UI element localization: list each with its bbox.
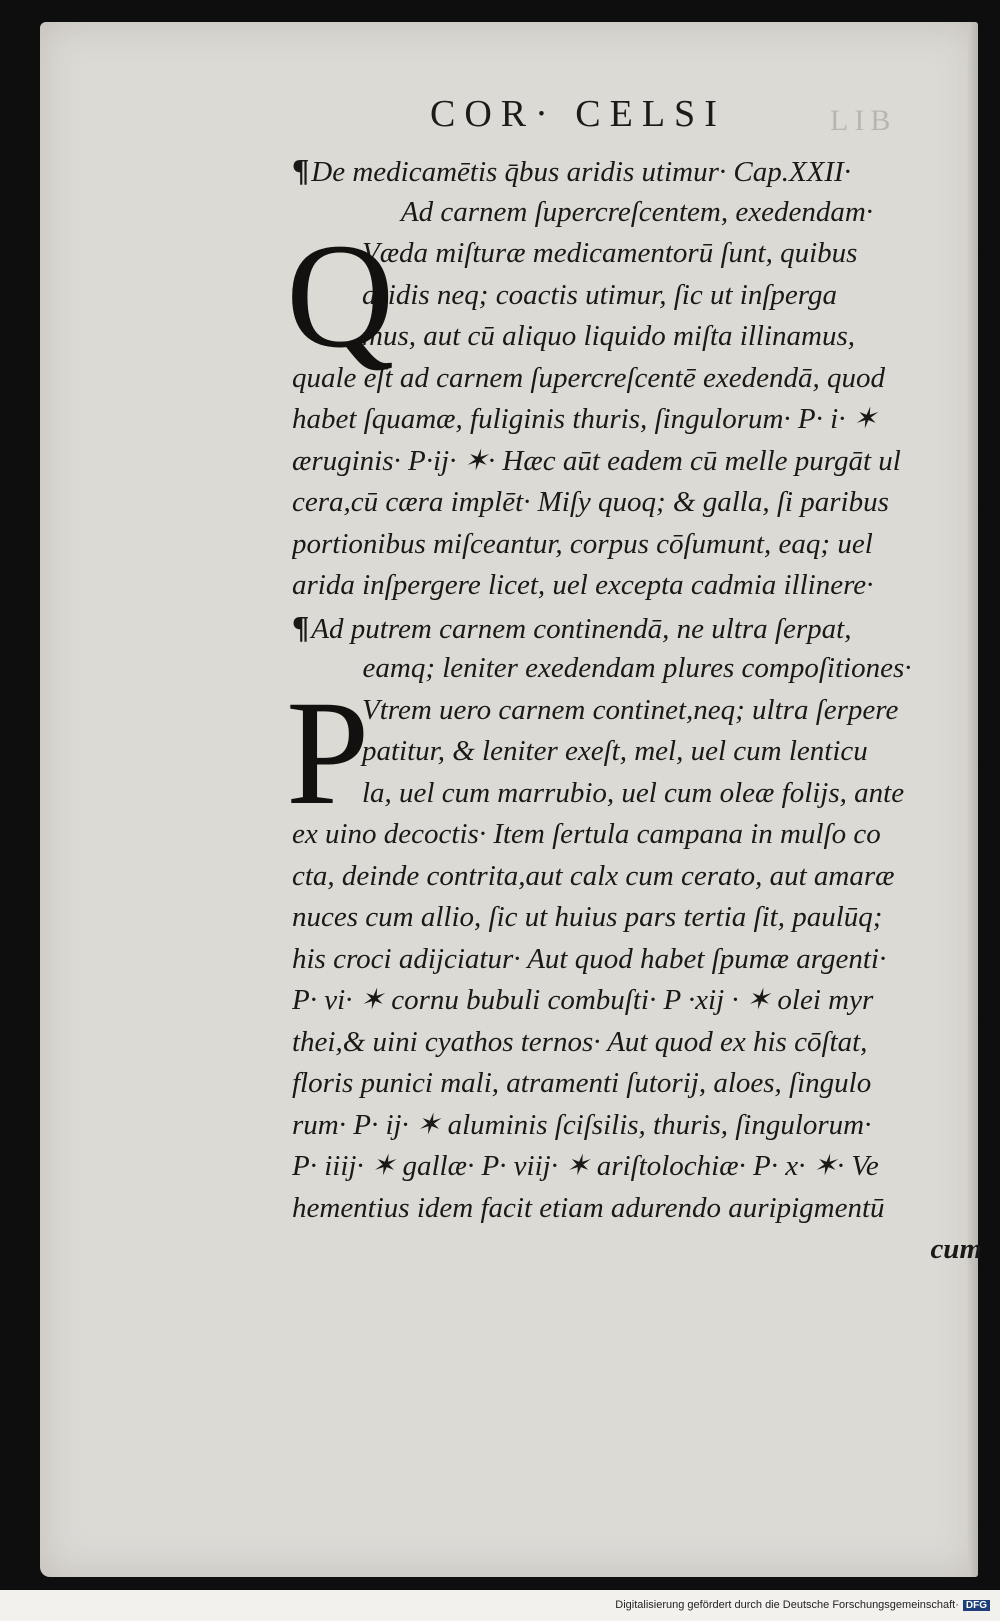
text-line: patitur, & leniter exeſt, mel, uel cum lenticu bbox=[362, 735, 868, 767]
text-line: floris punici mali, atramenti ſutorij, aloes, ſingulo bbox=[292, 1067, 872, 1099]
drop-initial: Q bbox=[286, 213, 395, 379]
text-line: hementius idem facit etiam adurendo auripigmentū bbox=[292, 1191, 885, 1224]
text-line: thei,& uini cyathos ternos· Aut quod ex his cōſtat, bbox=[292, 1025, 868, 1058]
pilcrow-icon: ¶ bbox=[292, 608, 310, 645]
text-line: nuces cum allio, ſic ut huius pars tertia ſit, paulūq; bbox=[292, 901, 883, 933]
text-line: cta, deinde contrita,aut calx cum cerato, aut amaræ bbox=[292, 859, 895, 892]
running-head: COR· CELSI bbox=[430, 93, 726, 135]
text-line: quale eſt ad carnem ſupercreſcentē exedendā, quod bbox=[292, 361, 885, 394]
text-line: portionibus miſceantur, corpus cōſumunt, eaq; uel bbox=[292, 527, 873, 560]
footer-text: Digitalisierung gefördert durch die Deutsche Forschungsgemeinschaft· bbox=[615, 1599, 959, 1611]
section-2 bbox=[286, 669, 982, 1271]
page-text bbox=[286, 150, 982, 1271]
book-page bbox=[40, 22, 982, 1577]
text-line: arida inſpergere licet, uel excepta cadmia illinere· bbox=[292, 569, 874, 601]
section-subtitle: eamq; leniter exedendam plures compoſitiones· bbox=[362, 652, 912, 684]
text-line: Væda miſturæ medicamentorū ſunt, quibus bbox=[362, 237, 858, 269]
text-line: mus, aut cū aliquo liquido miſta illinamus, bbox=[362, 320, 856, 352]
catchword: cum bbox=[930, 1233, 982, 1265]
text-line: P· vi· ✶ cornu bubuli combuſti· P ·xij · ✶ olei myr bbox=[292, 984, 874, 1016]
text-line: rum· P· ij· ✶ aluminis ſciſsilis, thuris, ſingulorum· bbox=[292, 1108, 872, 1141]
text-line: P· iiij· ✶ gallæ· P· viij· ✶ ariſtolochiæ· P· x· ✶· Ve bbox=[292, 1150, 879, 1182]
text-line: habet ſquamæ, fuliginis thuris, ſingulorum· P· i· ✶ bbox=[292, 403, 877, 435]
text-line: aridis neq; coactis utimur, ſic ut inſperga bbox=[362, 278, 837, 311]
footer-credit bbox=[520, 1599, 990, 1611]
text-line: la, uel cum marrubio, uel cum oleæ folijs, ante bbox=[362, 776, 905, 809]
section-title: ¶Ad putrem carnem continendā, ne ultra ſerpat, bbox=[292, 608, 852, 645]
drop-initial: P bbox=[286, 669, 370, 836]
text-line: cera,cū cæra implēt· Miſy quoq; & galla, ſi paribus bbox=[292, 486, 889, 518]
text-line: Vtrem uero carnem continet,neq; ultra ſerpere bbox=[362, 693, 899, 726]
chapter-title: ¶De medicamētis q̄bus aridis utimur· Cap.XXII· bbox=[292, 152, 851, 188]
dfg-logo: DFG bbox=[963, 1600, 990, 1611]
pilcrow-icon: ¶ bbox=[292, 152, 310, 188]
chapter-subtitle: Ad carnem ſupercreſcentem, exedendam· bbox=[400, 195, 874, 228]
section-1 bbox=[286, 213, 982, 607]
text-line: ex uino decoctis· Item ſertula campana in mulſo co bbox=[292, 818, 881, 850]
text-line: his croci adijciatur· Aut quod habet ſpumæ argenti· bbox=[292, 942, 887, 975]
show-through-head: LIB bbox=[830, 104, 897, 137]
text-line: æruginis· P·ij· ✶· Hæc aūt eadem cū melle purgāt ul bbox=[292, 444, 901, 477]
